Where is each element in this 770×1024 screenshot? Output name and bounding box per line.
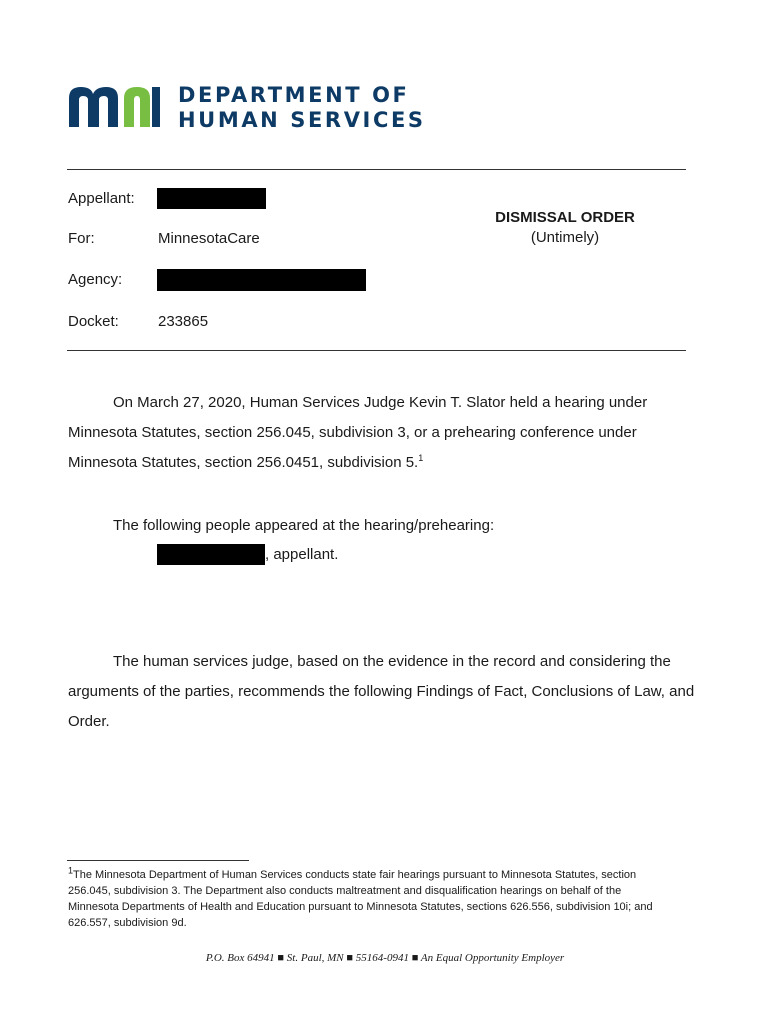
appellant-redaction: [157, 188, 266, 209]
bottom-divider: [67, 350, 686, 351]
paragraph-line: Order.: [68, 713, 110, 730]
footnote: [68, 867, 698, 931]
appearance-suffix: , appellant.: [265, 546, 339, 563]
mn-logo-icon: [66, 84, 162, 128]
for-value: MinnesotaCare: [158, 230, 260, 247]
for-label: For:: [68, 230, 95, 247]
paragraph-line: arguments of the parties, recommends the following Findings of Fact, Conclusions of Law, and: [68, 683, 695, 700]
order-title-text: DISMISSAL ORDER: [495, 209, 635, 226]
footnote-number: 1: [68, 865, 74, 876]
footnote-line: The Minnesota Department of Human Services conducts state fair hearings pursuant to Minnesota Statutes, section: [73, 869, 637, 881]
logo-line-2: HUMAN SERVICES: [178, 108, 426, 132]
footnote-line: Minnesota Departments of Health and Education pursuant to Minnesota Statutes, sections 626.556, subdivision 10i; and: [68, 901, 653, 913]
paragraph-line: The following people appeared at the hearing/prehearing:: [113, 517, 495, 534]
paragraph-line: Minnesota Statutes, section 256.045, subdivision 3, or a prehearing conference under: [68, 424, 637, 441]
footnote-reference[interactable]: 1: [418, 453, 424, 463]
order-title: [480, 208, 650, 248]
appearance-paragraph: [68, 511, 698, 541]
appellant-name-redaction: [157, 544, 265, 565]
footnote-line: 256.045, subdivision 3. The Department also conducts maltreatment and disqualification hearings on behalf of the: [68, 885, 622, 897]
logo-line-1: DEPARTMENT OF: [178, 83, 410, 107]
agency-redaction: [157, 269, 366, 291]
department-logo-text: [178, 83, 426, 133]
paragraph-line-text: Minnesota Statutes, section 256.0451, subdivision 5.: [68, 454, 419, 471]
docket-value: 233865: [158, 313, 209, 330]
paragraph-line: On March 27, 2020, Human Services Judge Kevin T. Slator held a hearing under: [113, 394, 648, 411]
paragraph-line: [68, 448, 698, 478]
top-divider: [67, 169, 686, 170]
order-subtitle: (Untimely): [530, 229, 600, 246]
footnote-line: 626.557, subdivision 9d.: [68, 917, 187, 929]
paragraph-line: The human services judge, based on the evidence in the record and considering the: [113, 653, 671, 670]
footnote-divider: [67, 860, 249, 861]
hearing-paragraph: [68, 388, 698, 478]
appellant-label: Appellant:: [68, 190, 135, 207]
agency-label: Agency:: [68, 271, 123, 288]
page-footer: P.O. Box 64941 ■ St. Paul, MN ■ 55164-0941 ■ An Equal Opportunity Employer: [205, 952, 565, 964]
recommendation-paragraph: [68, 647, 698, 737]
docket-label: Docket:: [68, 313, 119, 330]
